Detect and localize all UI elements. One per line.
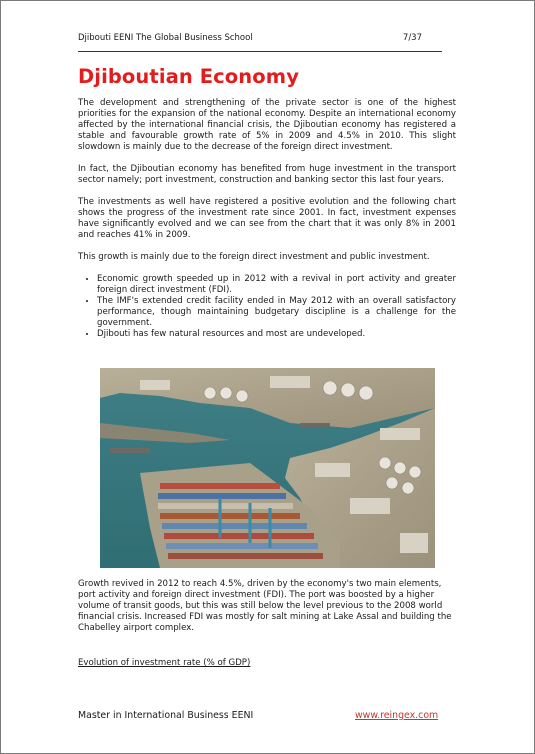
list-item: • Economic growth speeded up in 2012 with a revival in port activity and greater foreign direct investment (FDI). xyxy=(97,274,456,296)
paragraph-growth-cause: This growth is mainly due to the foreign direct investment and public investment. xyxy=(78,252,430,262)
paragraph-transport-investment: In fact, the Djiboutian economy has benefited from huge investment in the transport sector namely; port investment, construction and banking sector this last four years. xyxy=(78,164,456,185)
paragraph-investment-evolution: The investments as well have registered a positive evolution and the following chart shows the progress of the investment rate since 2001. In fact, investment expenses have significantly evolved and we can see from the chart that it was only 8% in 2001 and reaches 41% in 2009. xyxy=(78,197,456,240)
post-photo-section xyxy=(78,579,456,634)
running-header xyxy=(78,33,448,44)
footer-program-name: Master in International Business EENI xyxy=(78,710,254,721)
list-item: • Djibouti has few natural resources and most are undeveloped. xyxy=(97,329,456,340)
header-page-number: 7/37 xyxy=(402,33,422,43)
footer-website-link[interactable]: www.reingex.com xyxy=(355,710,439,721)
header-divider xyxy=(78,51,442,52)
main-content xyxy=(78,98,456,350)
chart-caption: Evolution of investment rate (% of GDP) xyxy=(78,658,251,668)
port-aerial-photo xyxy=(100,368,435,568)
paragraph-growth-revival: Growth revived in 2012 to reach 4.5%, driven by the economy's two main elements, port activity and foreign direct investment (FDI). The port was boosted by a higher volume of transit goods, but this was still below the level previous to the 2008 world financial crisis. Increased FDI was mostly for salt mining at Lake Assal and building the Chabelley airport complex. xyxy=(78,579,452,633)
paragraph-private-sector: The development and strengthening of the private sector is one of the highest priorities for the expansion of the national economy. Despite an international economy affected by the international financial crisis, the Djiboutian economy has registered a stable and favourable growth rate of 5% in 2009 and 4.5% in 2010. This slight slowdown is mainly due to the decrease of the foreign direct investment. xyxy=(78,98,456,152)
bullet-list xyxy=(78,274,456,340)
list-item: • The IMF's extended credit facility ended in May 2012 with an overall satisfactory performance, though maintaining budgetary discipline is a challenge for the government. xyxy=(97,296,456,329)
page-title: Djiboutian Economy xyxy=(78,65,300,88)
header-title: Djibouti EENI The Global Business School xyxy=(78,33,253,43)
